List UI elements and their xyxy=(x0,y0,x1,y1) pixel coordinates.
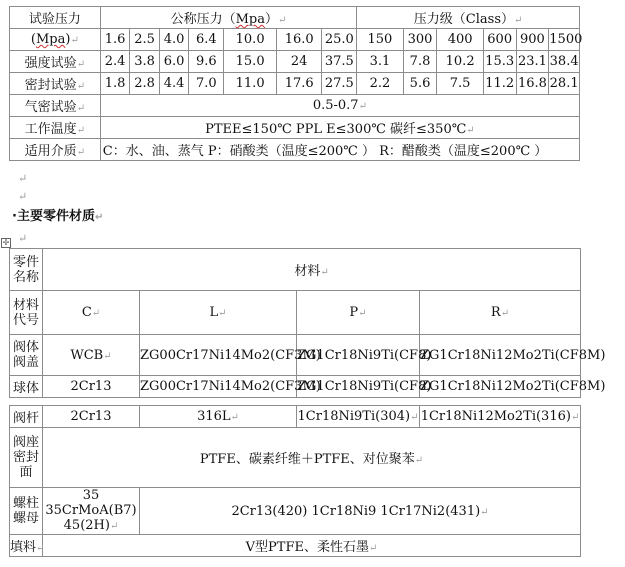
material-code-label: 材料代号 xyxy=(10,291,43,335)
nominal-value-cell: 16.0 xyxy=(277,29,322,51)
seal-test-row xyxy=(10,73,580,95)
nominal-value-cell: 24 xyxy=(277,51,322,73)
nominal-value-cell: 11.0 xyxy=(224,73,277,95)
nominal-value-cell: 3.8 xyxy=(130,51,160,73)
class-value-cell: 150 xyxy=(357,29,403,51)
header-pressure-class: 压力级（Class）↵ xyxy=(357,7,580,29)
table-row xyxy=(10,335,581,376)
material-cell: 2Cr13 xyxy=(43,406,140,428)
class-value-cell: 23.1 xyxy=(516,51,549,73)
class-value-cell: 38.4 xyxy=(549,51,580,73)
material-cell: ZG1Cr18Ni9Ti(CF8) xyxy=(297,335,420,376)
material-header: 材料↵ xyxy=(43,249,581,291)
air-test-label: 气密试验↵ xyxy=(10,95,101,117)
class-value-cell: 3.1 xyxy=(357,51,403,73)
strength-test-label: 强度试验↵ xyxy=(10,51,101,73)
table-move-handle-icon[interactable]: ✢ xyxy=(2,238,10,247)
working-temp-label: 工作温度↵ xyxy=(10,117,101,139)
row-gap xyxy=(10,398,581,406)
material-cell: ZG00Cr17Ni14Mo2(CF3M) xyxy=(140,335,297,376)
paragraph-mark: ↵ xyxy=(18,172,28,185)
material-cell: ZG1Cr18Ni12Mo2Ti(CF8M) xyxy=(420,376,581,398)
nominal-value-cell: 9.6 xyxy=(189,51,224,73)
nominal-value-cell: 10.0 xyxy=(224,29,277,51)
nominal-value-cell: 2.8 xyxy=(130,73,160,95)
nominal-value-cell: 1.8 xyxy=(100,73,130,95)
units-row xyxy=(10,29,580,51)
seat-seal-label: 阀座密封面 xyxy=(10,428,43,488)
class-value-cell: 28.1 xyxy=(549,73,580,95)
pressure-table xyxy=(9,6,583,161)
strength-test-row xyxy=(10,51,580,73)
class-value-cell: 10.2 xyxy=(437,51,483,73)
material-cell: ZG1Cr18Ni12Mo2Ti(CF8M) xyxy=(420,335,581,376)
class-value-cell: 16.8 xyxy=(516,73,549,95)
class-value-cell: 7.8 xyxy=(403,51,437,73)
materials-table xyxy=(9,248,606,557)
nominal-value-cell: 17.6 xyxy=(277,73,322,95)
bolt-c-value: 35 35CrMoA(B7) 45(2H)↵ xyxy=(43,488,140,535)
class-value-cell: 300 xyxy=(403,29,437,51)
working-temp-value: PTEE≤150℃ PPL E≤300℃ 碳纤≤350℃↵ xyxy=(100,117,579,139)
class-value-cell: 600 xyxy=(483,29,516,51)
material-cell: 316L↵ xyxy=(140,406,297,428)
table-row xyxy=(10,406,581,428)
code-c: C↵ xyxy=(43,291,140,335)
header-test-pressure: 试验压力 xyxy=(10,7,101,29)
code-l: L↵ xyxy=(140,291,297,335)
class-value-cell: 15.3 xyxy=(483,51,516,73)
header-nominal-pressure: 公称压力（Mpa）↵ xyxy=(100,7,356,29)
nominal-value-cell: 6.4 xyxy=(189,29,224,51)
nominal-value-cell: 6.0 xyxy=(159,51,189,73)
material-cell: WCB↵ xyxy=(43,335,140,376)
bolt-nut-label: 螺柱螺母 xyxy=(10,488,43,535)
nominal-value-cell: 4.4 xyxy=(159,73,189,95)
class-value-cell: 1500 xyxy=(549,29,580,51)
row-label: 阀体阀盖 xyxy=(10,335,43,376)
nominal-value-cell: 37.5 xyxy=(322,51,357,73)
row-label: 阀杆 xyxy=(10,406,43,428)
nominal-value-cell: 2.5 xyxy=(130,29,160,51)
table-row xyxy=(10,376,581,398)
material-cell: ZG00Cr17Ni14Mo2(CF3M) xyxy=(140,376,297,398)
nominal-value-cell: 7.0 xyxy=(189,73,224,95)
packing-value: V型PTFE、柔性石墨↵ xyxy=(43,535,581,557)
nominal-value-cell: 27.5 xyxy=(322,73,357,95)
code-r: R↵ xyxy=(420,291,581,335)
material-cell: 1Cr18Ni9Ti(304)↵ xyxy=(297,406,420,428)
paragraph-mark: ↵ xyxy=(18,232,28,245)
bolt-other-value: 2Cr13(420) 1Cr18Ni9 1Cr17Ni2(431)↵ xyxy=(140,488,581,535)
air-test-value: 0.5-0.7↵ xyxy=(100,95,579,117)
paragraph-mark: ↵ xyxy=(18,190,28,203)
nominal-value-cell: 1.6 xyxy=(100,29,130,51)
code-p: P↵ xyxy=(297,291,420,335)
class-value-cell: 900 xyxy=(516,29,549,51)
media-value: C：水、油、蒸气 P：硝酸类（温度≤200℃ ） R：醋酸类（温度≤200℃ ） xyxy=(100,139,579,161)
section-heading: ·主要零件材质↵ xyxy=(12,209,104,224)
seal-test-label: 密封试验↵ xyxy=(10,73,101,95)
packing-label: 填料↵ xyxy=(10,535,43,557)
class-value-cell: 5.6 xyxy=(403,73,437,95)
class-value-cell: 2.2 xyxy=(357,73,403,95)
row-label: 球体 xyxy=(10,376,43,398)
class-value-cell: 400 xyxy=(437,29,483,51)
header-unit-mpa: (Mpa)↵ xyxy=(10,29,101,51)
nominal-value-cell: 2.4 xyxy=(100,51,130,73)
material-cell: 2Cr13 xyxy=(43,376,140,398)
class-value-cell: 7.5 xyxy=(437,73,483,95)
nominal-value-cell: 15.0 xyxy=(224,51,277,73)
nominal-value-cell: 25.0 xyxy=(322,29,357,51)
seat-seal-value: PTFE、碳素纤维＋PTFE、对位聚苯↵ xyxy=(43,428,581,488)
material-cell: ZG1Cr18Ni9Ti(CF8) xyxy=(297,376,420,398)
part-name-label: 零件名称 xyxy=(10,249,43,291)
class-value-cell: 11.2 xyxy=(483,73,516,95)
media-label: 适用介质↵ xyxy=(10,139,101,161)
nominal-value-cell: 4.0 xyxy=(159,29,189,51)
material-cell: 1Cr18Ni12Mo2Ti(316)↵ xyxy=(420,406,581,428)
